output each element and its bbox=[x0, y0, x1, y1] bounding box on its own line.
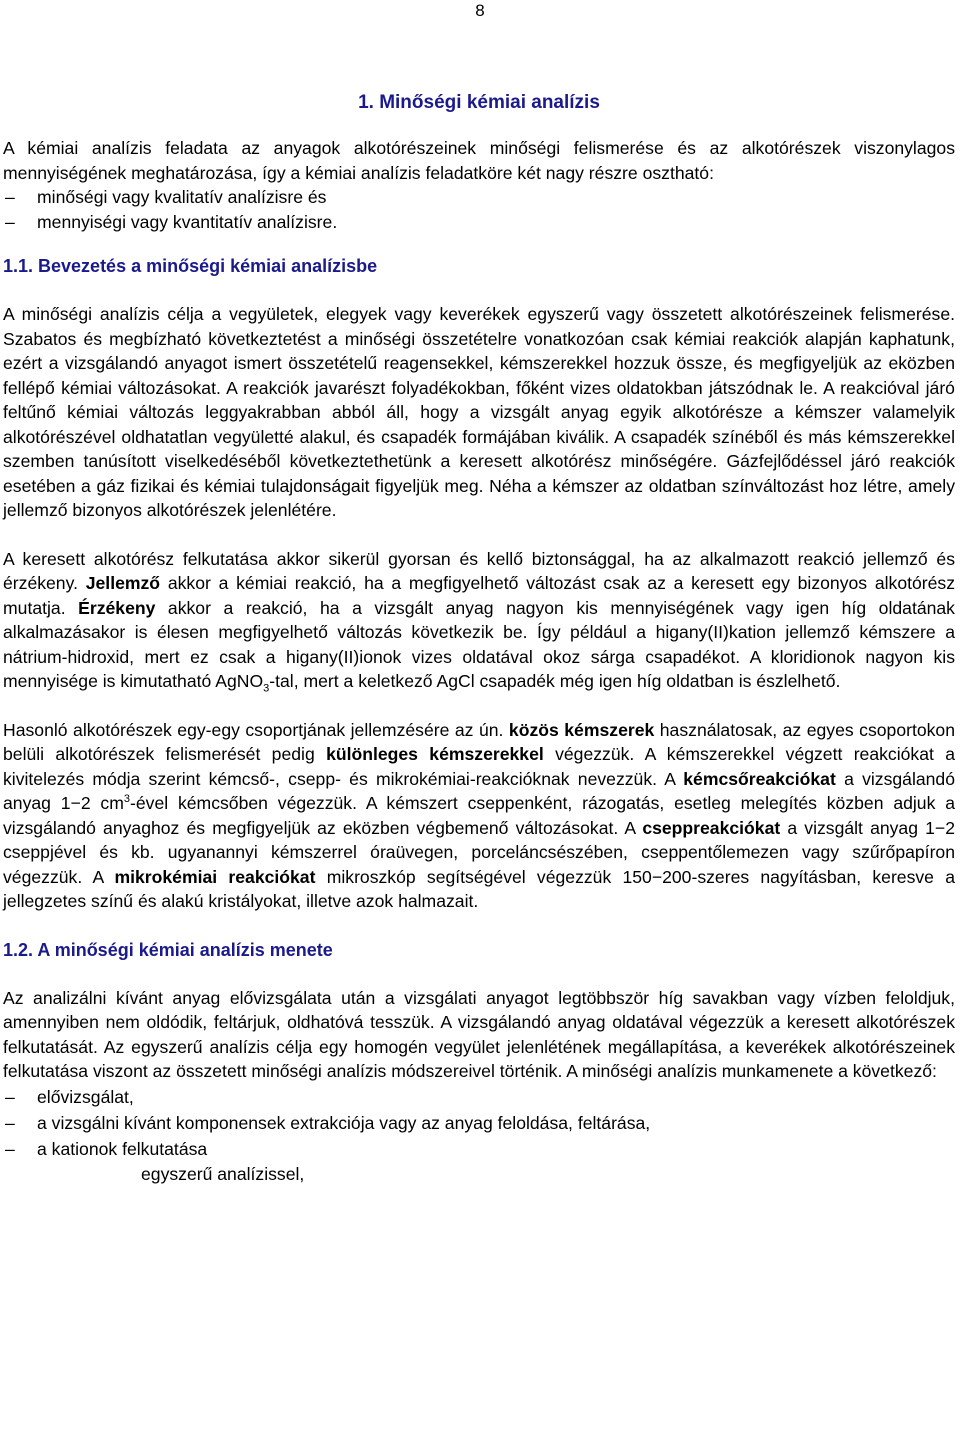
document-body bbox=[3, 90, 955, 1186]
term-mikrokemiai-reakciok: mikrokémiai reakciókat bbox=[114, 866, 316, 887]
term-cseppreakciok: cseppreakciókat bbox=[642, 817, 781, 838]
sub-list-item: egyszerű analízissel, bbox=[141, 1163, 305, 1184]
term-kemcsoreakciok: kémcsőreakciókat bbox=[683, 768, 836, 789]
intro-list bbox=[3, 185, 955, 234]
term-kozos-kemszerek: közös kémszerek bbox=[508, 719, 655, 740]
term-erzekeny: Érzékeny bbox=[78, 597, 156, 618]
intro-paragraph: A kémiai analízis feladata az anyagok alkotórészeinek minőségi felismerése és az alkotórészek viszonylagos mennyiségének meghatározása, így a kémiai analízis feladatköre két nagy részre osztható: bbox=[3, 138, 955, 183]
dash-icon: – bbox=[5, 211, 15, 232]
section1-paragraph-3: Hasonló alkotórészek egy-egy csoportjának jellemzésére az ún. közös kémszerek használatosak, az egyes csoportokon belüli alkotórészek felismerését pedig különleges kémszerekkel végezzük. A kémszerekkel végzett reakciókat a kivitelezés módja szerint kémcső-, csepp- és mikrokémiai-reakcióknak nevezzük. A kémcsőreakciókat a vizsgálandó anyag 1−2 $cm^3$-ével kémcsőben végezzük. A kémszert cseppenként, rázogatás, esetleg melegítés közben adjuk a vizsgálandó anyaghoz és megfigyeljük az eközben végbemenő változásokat. A cseppreakciókat a vizsgált anyag 1−2 cseppjével és kb. ugyanannyi kémszerrel óraüvegen, porceláncsészében, cseppentőlemezen vagy szűrőpapíron végezzük. A mikrokémiai reakciókat mikroszkóp segítségével végezzük 150−200-szeres nagyításban, keresve a jellegzetes színű és alakú kristályokat, illetve azok halmazait. bbox=[3, 719, 956, 911]
list-item: – minőségi vagy kvalitatív analízisre és bbox=[3, 185, 955, 210]
list-item: – elővizsgálat, bbox=[3, 1084, 955, 1110]
term-jellemzo: Jellemző bbox=[85, 573, 161, 593]
section2-paragraph: Az analizálni kívánt anyag elővizsgálata után a vizsgálati anyagot legtöbbször híg savakban vagy vízben feloldjuk, amennyiben nem oldódik, feltárjuk, oldhatóvá tesszük. A vizsgálandó anyag oldatával végezzük a keresett alkotórészek felkutatását. Az egyszerű analízis célja egy homogén vegyület jelenlétének megállapítása, a keverékek alkotórészeinek felkutatása viszont az összetett minőségi analízis módszereivel történik. A minőségi analízis munkamenete a következő: bbox=[3, 987, 955, 1081]
page-number: 8 bbox=[475, 1, 485, 20]
list-item: – a kationok felkutatása bbox=[3, 1136, 955, 1162]
chapter-title: 1. Minőségi kémiai analízis bbox=[358, 92, 600, 113]
section-heading-1-2: 1.2. A minőségi kémiai analízis menete bbox=[3, 939, 333, 960]
section-heading-1-1: 1.1. Bevezetés a minőségi kémiai analízisbe bbox=[3, 256, 378, 276]
list-item: – mennyiségi vagy kvantitatív analízisre. bbox=[3, 210, 955, 235]
list-item: – a vizsgálni kívánt komponensek extrakciója vagy az anyag feloldása, feltárása, bbox=[3, 1110, 955, 1136]
dash-icon: – bbox=[5, 1138, 15, 1159]
dash-icon: – bbox=[5, 187, 15, 207]
term-kulonleges-kemszerek: különleges kémszerekkel bbox=[326, 744, 544, 764]
dash-icon: – bbox=[5, 1086, 15, 1107]
section1-paragraph-2: A keresett alkotórész felkutatása akkor sikerül gyorsan és kellő biztonsággal, ha az alkalmazott reakció jellemző és érzékeny. Jellemző akkor a kémiai reakció, ha a megfigyelhető változást csak az a keresett egy bizonyos alkotórész mutatja. Érzékeny akkor a reakció, ha a vizsgált anyag nagyon kis mennyiségének vagy igen híg oldatának alkalmazásakor is élesen megfigyelhető változás következik be. Így például a higany(II)kation jellemző kémszere a nátrium-hidroxid, mert ez csak a higany(II)ionok vizes oldatával okoz sárga csapadékot. A kloridionok nagyon kis mennyisége is kimutatható AgNO$_3$-tal, mert a keletkező AgCl csapadék még igen híg oldatban is észlelhető. bbox=[3, 548, 956, 695]
workflow-list bbox=[3, 1084, 955, 1162]
section1-paragraph-1: A minőségi analízis célja a vegyületek, elegyek vagy keverékek egyszerű vagy összetett alkotórészeinek felismerése. Szabatos és megbízható következtetést a minőségi összetételre vonatkozóan csak kémiai reakciók alapján kaphatunk, ezért a vizsgálandó anyagot ismert összetételű reagensekkel, kémszerekkel hozzuk össze, és megfigyeljük az eközben fellépő kémiai változásokat. A reakciók javarészt folyadékokban, főként vizes oldatokban játszódnak le. A reakcióval járó feltűnő kémiai változás leggyakrabban abból áll, hogy a vizsgált anyag egyik alkotórésze a kémszer valamelyik alkotórészével oldhatatlan vegyületté alakul, és csapadék formájában kiválik. A csapadék színéből és más kémszerekkel szemben tanúsított viselkedéséből következtethetünk a keresett alkotórész minőségére. Gázfejlődéssel járó reakciók esetében a gáz fizikai és kémiai tulajdonságait figyeljük meg. Néha a kémszer az oldatban színváltozást hoz létre, amely jellemző bizonyos alkotórészek jelenlétére. bbox=[3, 304, 955, 520]
dash-icon: – bbox=[5, 1112, 15, 1133]
